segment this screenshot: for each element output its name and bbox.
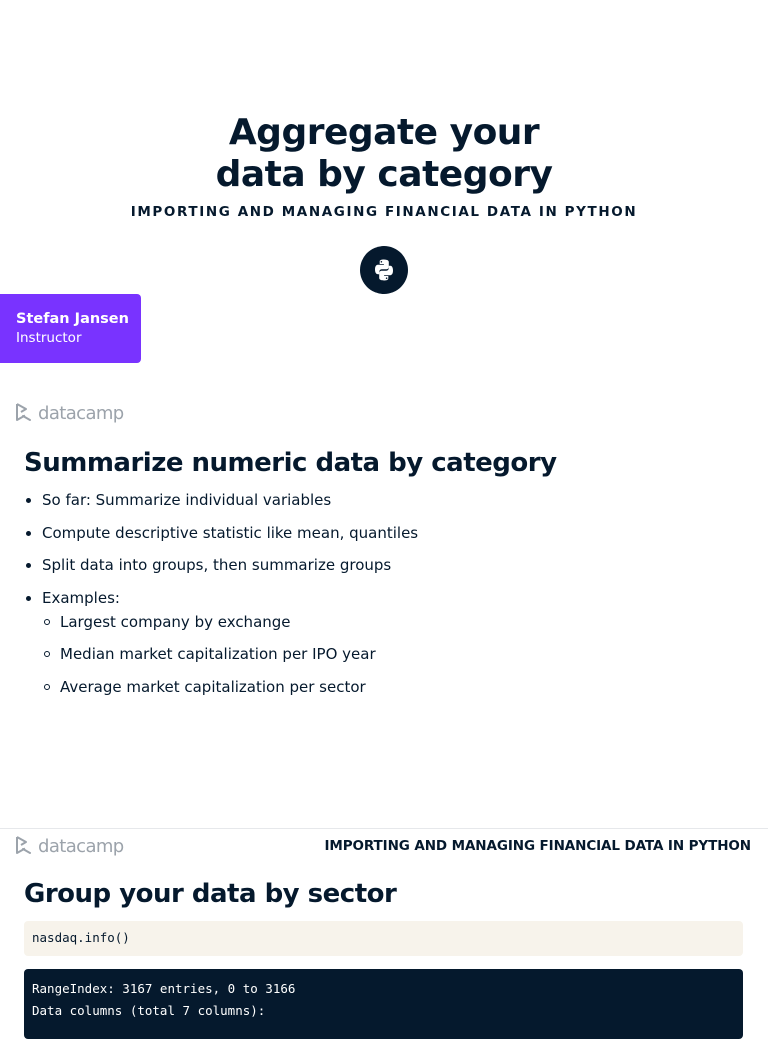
instructor-role: Instructor bbox=[16, 330, 82, 346]
python-badge bbox=[360, 246, 408, 294]
slide3-course-header: IMPORTING AND MANAGING FINANCIAL DATA IN PYTHON bbox=[324, 838, 751, 854]
datacamp-logo-text: datacamp bbox=[38, 402, 124, 424]
slide-title-line1: Aggregate your bbox=[228, 112, 540, 153]
instructor-card bbox=[0, 294, 141, 363]
examples-sub-list bbox=[42, 612, 724, 697]
sub-list-item: Average market capitalization per sector bbox=[42, 677, 724, 697]
list-item: So far: Summarize individual variables bbox=[24, 490, 724, 510]
datacamp-logo-text: datacamp bbox=[38, 835, 124, 857]
slide2-bullet-list bbox=[24, 490, 724, 709]
code-input: nasdaq.info() bbox=[32, 930, 130, 945]
code-output-line: RangeIndex: 3167 entries, 0 to 3166 bbox=[32, 981, 296, 996]
code-input-block bbox=[24, 921, 743, 956]
instructor-name: Stefan Jansen bbox=[16, 311, 129, 327]
datacamp-logo-icon bbox=[15, 835, 35, 857]
datacamp-logo bbox=[15, 835, 124, 857]
datacamp-logo-icon bbox=[15, 402, 35, 424]
slide-divider bbox=[0, 828, 768, 829]
code-output-line: Data columns (total 7 columns): bbox=[32, 1003, 266, 1018]
list-item: Compute descriptive statistic like mean, quantiles bbox=[24, 523, 724, 543]
slide-title-line2: data by category bbox=[215, 154, 553, 195]
sub-list-item: Largest company by exchange bbox=[42, 612, 724, 632]
code-output-block bbox=[24, 969, 743, 1039]
slide-title bbox=[0, 112, 768, 196]
sub-list-item: Median market capitalization per IPO year bbox=[42, 644, 724, 664]
python-icon bbox=[371, 257, 397, 283]
list-item-examples bbox=[24, 588, 724, 697]
examples-label: Examples: bbox=[42, 588, 120, 607]
slide2-heading: Summarize numeric data by category bbox=[24, 448, 557, 478]
datacamp-logo bbox=[15, 402, 124, 424]
slide3-heading: Group your data by sector bbox=[24, 879, 397, 909]
course-subtitle: IMPORTING AND MANAGING FINANCIAL DATA IN PYTHON bbox=[130, 204, 638, 220]
list-item: Split data into groups, then summarize groups bbox=[24, 555, 724, 575]
